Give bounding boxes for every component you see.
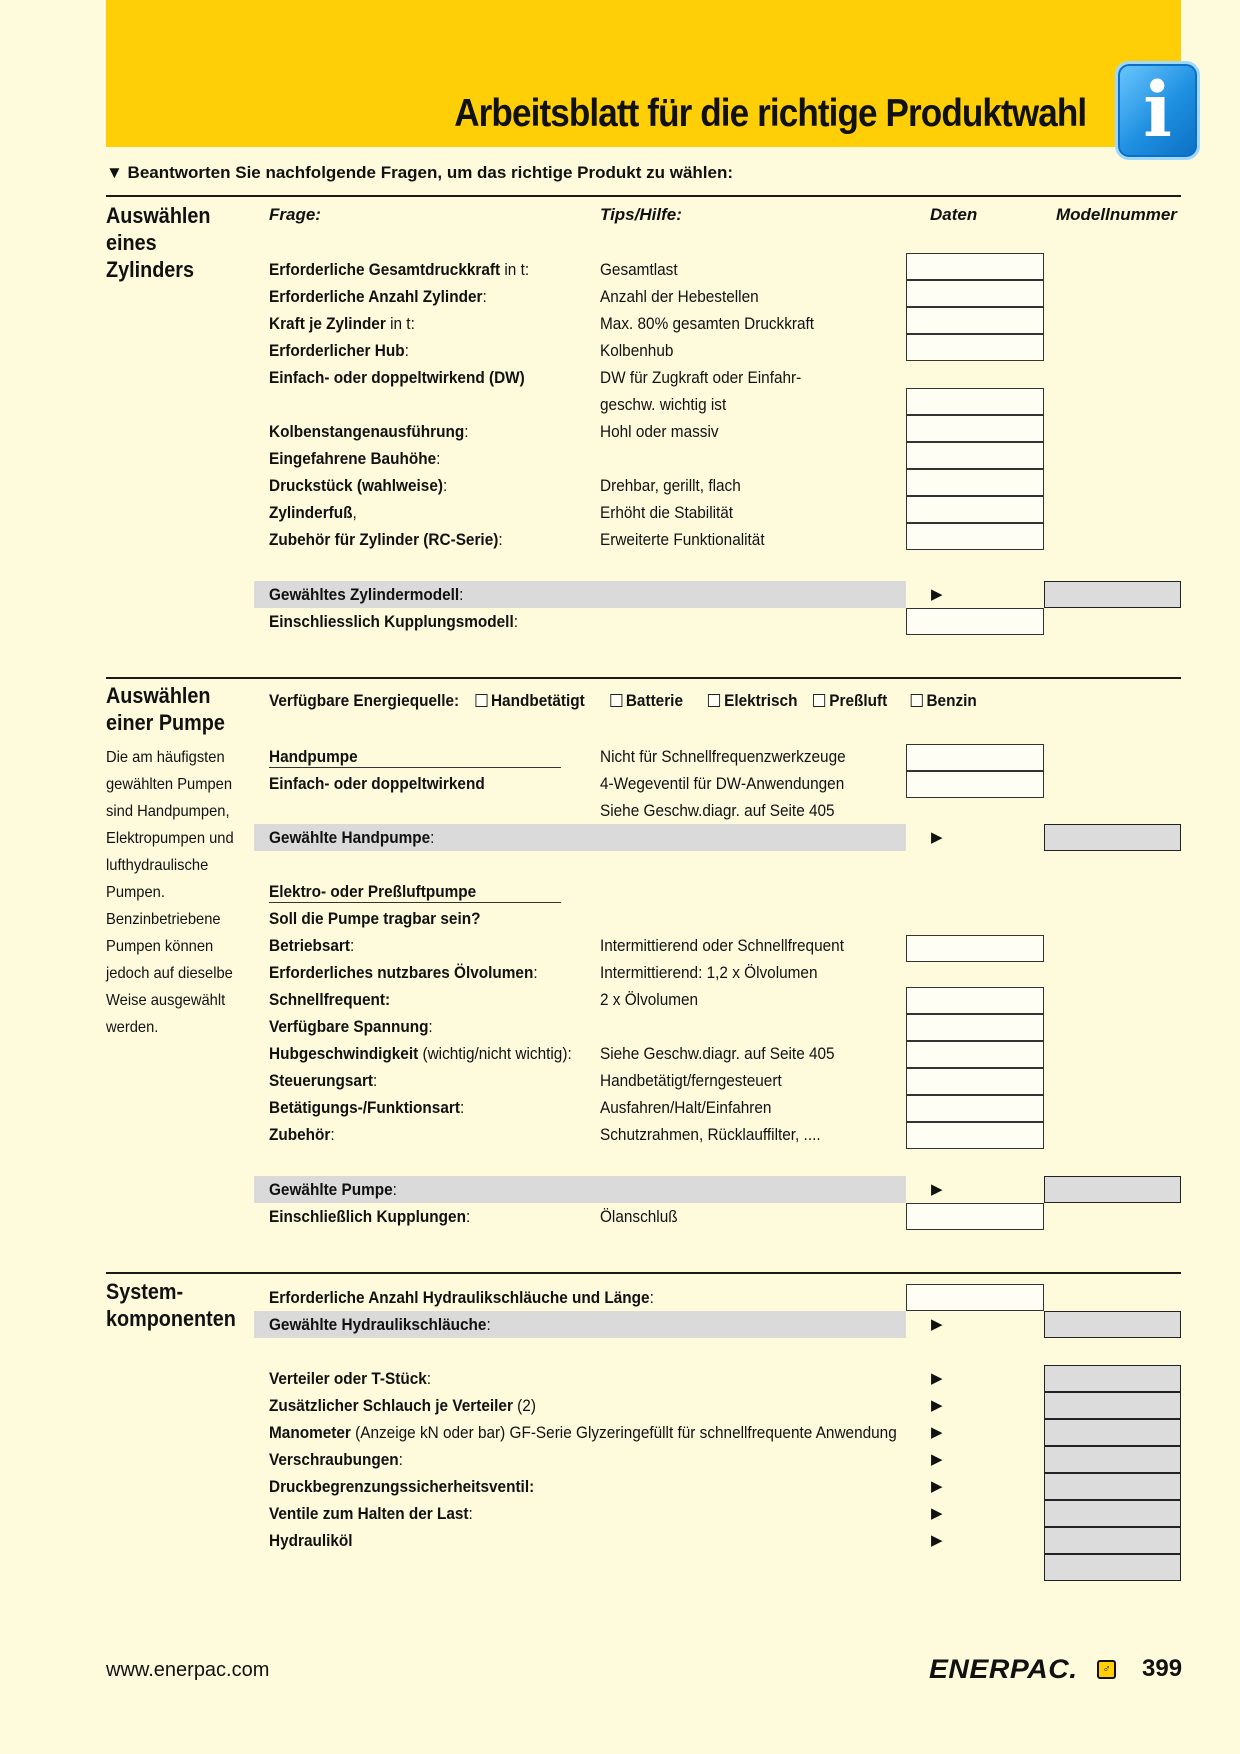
enerpac-logo-icon: ♂ <box>1097 1660 1116 1679</box>
model-number-field[interactable] <box>1044 824 1181 851</box>
divider <box>106 1272 1181 1274</box>
arrow-icon: ▶ <box>931 829 943 846</box>
model-number-field[interactable] <box>1044 1419 1181 1446</box>
option-elektrisch: Elektrisch <box>724 692 798 710</box>
arrow-icon: ▶ <box>931 1181 943 1198</box>
arrow-icon: ▶ <box>931 1397 943 1414</box>
data-field[interactable] <box>906 442 1044 469</box>
page-number: 399 <box>1142 1655 1183 1682</box>
info-icon: i <box>1115 61 1200 160</box>
option-handbetaetigt: Handbetätigt <box>490 692 585 710</box>
question-label: Betätigungs-/Funktionsart: <box>269 1099 465 1117</box>
question-label: Zubehör für Zylinder (RC-Serie): <box>269 531 503 549</box>
question-label: Soll die Pumpe tragbar sein? <box>269 910 481 928</box>
data-field[interactable] <box>906 987 1044 1014</box>
col-head-frage: Frage: <box>269 205 321 224</box>
section-title-zylinder: Auswählen eines Zylinders <box>106 203 211 282</box>
arrow-icon: ▶ <box>931 1505 943 1522</box>
arrow-icon: ▶ <box>931 1424 943 1441</box>
selected-pump-label: Gewählte Pumpe: <box>269 1181 397 1199</box>
model-number-field[interactable] <box>1044 1446 1181 1473</box>
question-label: Erforderlicher Hub: <box>269 342 409 360</box>
data-field[interactable] <box>906 1068 1044 1095</box>
model-number-field[interactable] <box>1044 1392 1181 1419</box>
tip-text: Handbetätigt/ferngesteuert <box>600 1072 782 1090</box>
data-field[interactable] <box>906 608 1044 635</box>
data-field[interactable] <box>906 744 1044 771</box>
data-field[interactable] <box>906 1041 1044 1068</box>
data-field[interactable] <box>906 307 1044 334</box>
tip-text: Siehe Geschw.diagr. auf Seite 405 <box>600 802 835 820</box>
option-pressluft: Preßluft <box>829 692 888 710</box>
model-number-field[interactable] <box>1044 581 1181 608</box>
tip-text: Gesamtlast <box>600 261 678 279</box>
question-label: Hubgeschwindigkeit (wichtig/nicht wichtig): <box>269 1045 572 1063</box>
col-head-tips: Tips/Hilfe: <box>600 205 682 224</box>
arrow-icon: ▶ <box>931 1451 943 1468</box>
tip-text: Kolbenhub <box>600 342 674 360</box>
elektro-heading: Elektro- oder Preßluftpumpe <box>269 883 477 901</box>
handpumpe-heading: Handpumpe <box>269 748 358 766</box>
arrow-icon: ▶ <box>931 1532 943 1549</box>
question-label: Erforderliche Gesamtdruckkraft in t: <box>269 261 530 279</box>
tip-text: Ölanschluß <box>600 1208 678 1226</box>
model-number-field[interactable] <box>1044 1554 1181 1581</box>
question-label: Druckstück (wahlweise): <box>269 477 448 495</box>
data-field[interactable] <box>906 1095 1044 1122</box>
data-field[interactable] <box>906 771 1044 798</box>
pump-side-note: Die am häufigsten gewählten Pumpen sind Handpumpen, Elektropumpen und lufthydraulische Pumpen. Benzinbetriebene Pumpen können jedoch auf dieselbe Weise ausgewählt werden. <box>106 749 234 1036</box>
model-number-field[interactable] <box>1044 1311 1181 1338</box>
data-field[interactable] <box>906 469 1044 496</box>
question-label: Betriebsart: <box>269 937 355 955</box>
model-number-field[interactable] <box>1044 1500 1181 1527</box>
data-field[interactable] <box>906 280 1044 307</box>
tip-text: 4-Wegeventil für DW-Anwendungen <box>600 775 845 793</box>
system-component-label: Hydrauliköl <box>269 1532 353 1550</box>
data-field[interactable] <box>906 1284 1044 1311</box>
data-field[interactable] <box>906 388 1044 415</box>
divider <box>106 195 1181 197</box>
divider <box>106 677 1181 679</box>
data-field[interactable] <box>906 935 1044 962</box>
tip-text: Erhöht die Stabilität <box>600 504 734 522</box>
hoses-label: Erforderliche Anzahl Hydraulikschläuche und Länge: <box>269 1289 654 1307</box>
data-field[interactable] <box>906 496 1044 523</box>
enerpac-logo: ENERPAC. <box>929 1654 1078 1684</box>
col-head-daten: Daten <box>930 205 978 224</box>
question-label: Zubehör: <box>269 1126 335 1144</box>
tip-text: geschw. wichtig ist <box>600 396 727 414</box>
tip-text: 2 x Ölvolumen <box>600 991 699 1009</box>
arrow-icon: ▶ <box>931 1478 943 1495</box>
page-title: Arbeitsblatt für die richtige Produktwahl <box>453 92 1086 135</box>
data-field[interactable] <box>906 1203 1044 1230</box>
tip-text: Intermittierend oder Schnellfrequent <box>600 937 844 955</box>
data-field[interactable] <box>906 1014 1044 1041</box>
system-component-label: Verteiler oder T-Stück: <box>269 1370 432 1388</box>
data-field[interactable] <box>906 523 1044 550</box>
tip-text: Hohl oder massiv <box>600 423 719 441</box>
question-label: Erforderliche Anzahl Zylinder: <box>269 288 487 306</box>
question-label: Kraft je Zylinder in t: <box>269 315 415 333</box>
question-label: Zylinderfuß, <box>269 504 357 522</box>
footer-url[interactable]: www.enerpac.com <box>106 1659 270 1681</box>
model-number-field[interactable] <box>1044 1365 1181 1392</box>
model-number-field[interactable] <box>1044 1527 1181 1554</box>
arrow-icon: ▶ <box>931 586 943 603</box>
checkbox[interactable] <box>610 694 622 707</box>
underline <box>269 767 561 768</box>
energy-source-label: Verfügbare Energiequelle: <box>269 692 460 710</box>
selected-hoses-label: Gewählte Hydraulikschläuche: <box>269 1316 491 1334</box>
arrow-icon: ▶ <box>931 1316 943 1333</box>
section-title-pumpe: Auswählen einer Pumpe <box>106 683 225 735</box>
checkbox[interactable] <box>911 694 923 707</box>
system-component-label: Verschraubungen: <box>269 1451 403 1469</box>
model-number-field[interactable] <box>1044 1176 1181 1203</box>
tip-text: Siehe Geschw.diagr. auf Seite 405 <box>600 1045 835 1063</box>
checkbox[interactable] <box>708 694 720 707</box>
tip-text: Intermittierend: 1,2 x Ölvolumen <box>600 964 818 982</box>
col-head-modellnummer: Modellnummer <box>1056 205 1177 224</box>
option-benzin: Benzin <box>926 692 977 710</box>
tip-text: Anzahl der Hebestellen <box>600 288 759 306</box>
system-component-label: Druckbegrenzungssicherheitsventil: <box>269 1478 535 1496</box>
question-label: Schnellfrequent: <box>269 991 391 1009</box>
question-label: Einfach- oder doppeltwirkend (DW) <box>269 369 525 387</box>
tip-text: Schutzrahmen, Rücklauffilter, .... <box>600 1126 821 1144</box>
checkbox[interactable] <box>475 694 487 707</box>
energy-source-row <box>269 692 977 711</box>
system-component-label: Ventile zum Halten der Last: <box>269 1505 473 1523</box>
checkbox[interactable] <box>813 694 825 707</box>
data-field[interactable] <box>906 1122 1044 1149</box>
selected-handpump-label: Gewählte Handpumpe: <box>269 829 435 847</box>
model-number-field[interactable] <box>1044 1473 1181 1500</box>
underline <box>269 902 561 903</box>
question-label: Eingefahrene Bauhöhe: <box>269 450 441 468</box>
tip-text: Max. 80% gesamten Druckkraft <box>600 315 815 333</box>
tip-text: Drehbar, gerillt, flach <box>600 477 741 495</box>
selected-cylinder-label: Gewähltes Zylindermodell: <box>269 586 464 604</box>
question-label: Erforderliches nutzbares Ölvolumen: <box>269 964 538 982</box>
system-component-label: Manometer (Anzeige kN oder bar) GF-Serie Glyzeringefüllt für schnellfrequente Anwendung <box>269 1424 897 1442</box>
question-label: Einfach- oder doppeltwirkend <box>269 775 485 793</box>
intro-text: ▼ Beantworten Sie nachfolgende Fragen, um das richtige Produkt zu wählen: <box>106 163 734 182</box>
question-label: Verfügbare Spannung: <box>269 1018 433 1036</box>
tip-text: Erweiterte Funktionalität <box>600 531 765 549</box>
tip-text: DW für Zugkraft oder Einfahr- <box>600 369 802 387</box>
question-label: Steuerungsart: <box>269 1072 378 1090</box>
question-label: Kolbenstangenausführung: <box>269 423 469 441</box>
arrow-icon: ▶ <box>931 1370 943 1387</box>
pump-coupling-label: Einschließlich Kupplungen: <box>269 1208 471 1226</box>
data-field[interactable] <box>906 253 1044 280</box>
data-field[interactable] <box>906 415 1044 442</box>
tip-text: Nicht für Schnellfrequenzwerkzeuge <box>600 748 846 766</box>
option-batterie: Batterie <box>625 692 683 710</box>
data-field[interactable] <box>906 334 1044 361</box>
system-component-label: Zusätzlicher Schlauch je Verteiler (2) <box>269 1397 536 1415</box>
coupling-model-label: Einschliesslich Kupplungsmodell: <box>269 613 518 631</box>
section-title-systemkomponenten: System- komponenten <box>106 1279 236 1331</box>
tip-text: Ausfahren/Halt/Einfahren <box>600 1099 772 1117</box>
